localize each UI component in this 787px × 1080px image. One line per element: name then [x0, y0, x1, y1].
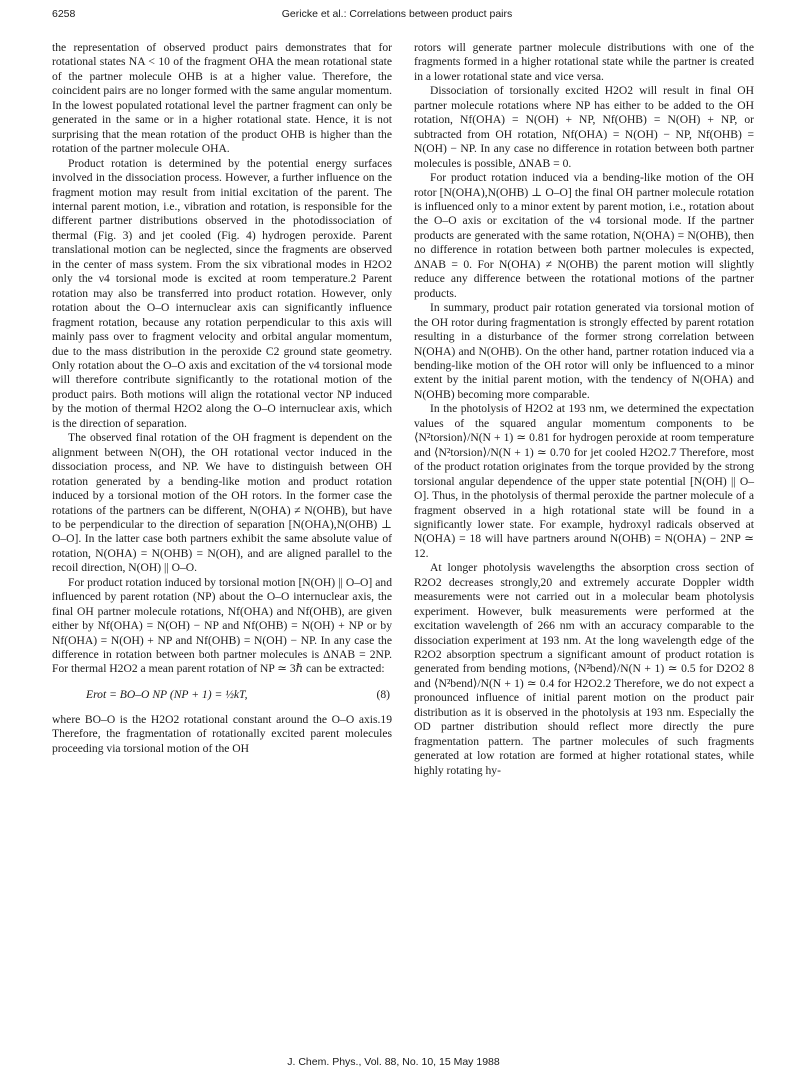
equation-8	[52, 683, 392, 709]
paragraph: where BO–O is the H2O2 rotational constant around the O–O axis.19 Therefore, the fragmentation of rotationally excited parent molecules proceeding via torsional motion of the OH	[52, 712, 392, 755]
paragraph: Product rotation is determined by the potential energy surfaces involved in the dissociation process. However, a further influence on the fragment motion may result from initial excitation of the parent. The internal parent motion, i.e., vibration and rotation, is responsible for the different partner distributions observed in the photodissociation of thermal (Fig. 3) and jet cooled (Fig. 4) hydrogen peroxide. Parent translational motion can be neglected, since the fragments are observed in the center of mass system. From the six vibrational modes in H2O2 only the ν4 torsional mode is excited at room temperature.2 Parent rotation may also be transferred into product rotation. However, only rotation about the O–O internuclear axis can significantly influence fragment rotation, because any rotation perpendicular to this axis will mainly pass over to fragment velocity and orbital angular momentum, due to the mass distribution in the peroxide C2 ground state geometry. Only rotation about the O–O axis and excitation of the ν4 torsional mode will therefore contribute significantly to the rotational motion of the product pairs. Both motions will align the rotational vector NP induced by the motion of thermal H2O2 along the O–O internuclear axis, which is the direction of separation.	[52, 156, 392, 430]
paragraph: For product rotation induced by torsional motion [N(OH) || O–O] and influenced by parent rotation (NP) about the O–O internuclear axis, the final OH partner molecule rotations, Nf(OHA) and Nf(OHB), are given either by Nf(OHA) = N(OH) − NP and Nf(OHB) = N(OH) + NP or by Nf(OHA) = N(OH) + NP and Nf(OHB) = N(OH) − NP. In any case the difference in rotation between both partner molecules is ΔNAB = 2NP. For thermal H2O2 a mean parent rotation of NP ≃ 3ℏ can be extracted:	[52, 575, 392, 676]
paragraph: Dissociation of torsionally excited H2O2 will result in final OH partner molecule rotations where NP has either to be added to the OH rotation, Nf(OHA) = N(OH) + NP, Nf(OHB) = N(OH) + NP, or subtracted from OH rotation, Nf(OHA) = N(OH) − NP, Nf(OHB) = N(OH) − NP. In any case no difference in rotation between both partner molecules is possible, ΔNAB = 0.	[414, 84, 754, 170]
paragraph: At longer photolysis wavelengths the absorption cross section of R2O2 decreases strongly,20 and extremely accurate Doppler width measurements were not carried out in a molecular beam photolysis experiment. However, bulk measurements were performed at the excitation wavelength of 266 nm with an accuracy comparable to the dissociation experiment at 193 nm. At the long wavelength edge of the R2O2 absorption spectrum a significant amount of product rotation is generated from bending motions, ⟨N²bend⟩/N(N + 1) ≃ 0.5 for D2O2 8 and ⟨N²bend⟩/N(N + 1) ≃ 0.4 for H2O2.2 Therefore, we do not expect a pronounced influence of initial parent motion on the product pair distribution as it is observed in the photolysis at 193 nm. Especially the OD partner distribution should reflect more directly the pure fragmentation pattern. The partner molecules of such fragments generated at low rotation are formed at higher rotational states, while highly rotating hy-	[414, 561, 754, 777]
paragraph: The observed final rotation of the OH fragment is dependent on the alignment between N(OH), the OH rotational vector induced in the dissociation process, and NP. We have to distinguish between OH rotation generated by a bending-like motion and product rotation induced by a torsional motion of the OH rotors. In the former case the rotations of the partners can be different, N(OHA) ≠ N(OHB), but have to be perpendicular to the direction of separation [N(OHA),N(OHB) ⊥ O–O]. In the latter case both partners exhibit the same absolute value of rotation, N(OHA) = N(OHB) = N(OH), and are aligned parallel to the recoil direction, N(OH) || O–O.	[52, 431, 392, 575]
right-column	[414, 41, 754, 778]
paragraph: the representation of observed product pairs demonstrates that for rotational states NA < 10 of the fragment OHA the mean rotational state of the partner molecule OHB is at a higher value. Therefore, the coincident pairs are no longer formed with the same angular momentum. In the lowest populated rotational level the partner fragment can only be generated in the same or in a higher rotational state. Hence, it is not surprising that the mean rotation of the product OHB is higher than the rotation of the partner molecule OHA.	[52, 41, 392, 156]
running-title: Gericke et al.: Correlations between product pairs	[281, 8, 513, 20]
equation-body: Erot = BO–O NP (NP + 1) = ½kT,	[86, 687, 248, 701]
equation-number: (8)	[376, 687, 390, 701]
page-number: 6258	[52, 8, 76, 20]
paragraph: For product rotation induced via a bending-like motion of the OH rotor [N(OHA),N(OHB) ⊥ O–O] the final OH partner molecule rotation is influenced only to a minor extent by parent motion, i.e., rotation about the O–O axis or excitation of the ν4 torsional mode. If the partner products are generated with the same rotation, N(OHA) = N(OHB), then no difference in rotation between both partner molecules is expected, ΔNAB = 0. For N(OHA) ≠ N(OHB) the parent motion will slightly reduce any difference between the rotational motions of the partner products.	[414, 171, 754, 300]
page-header	[52, 8, 742, 26]
paragraph: In the photolysis of H2O2 at 193 nm, we determined the expectation values of the squared angular momentum components to be ⟨N²torsion⟩/N(N + 1) ≃ 0.81 for hydrogen peroxide at room temperature and ⟨N²torsion⟩/N(N + 1) ≃ 0.70 for jet cooled H2O2.7 Therefore, most of the product rotation originates from the torque provided by the strong torsional angular dependence of the upper state potential [N(OH) || O–O]. Thus, in the photolysis of thermal peroxide the partner molecule of a fragment observed in a high rotational state will be found in a significantly lower state. For example, hydroxyl radicals observed at N(OHA) = 18 will have partners around N(OHB) = N(OHA) − 2NP ≃ 12.	[414, 402, 754, 560]
paragraph: rotors will generate partner molecule distributions with one of the fragments formed in a higher rotational state while the partner is created in a lower rotational state and vice versa.	[414, 41, 754, 83]
left-column	[52, 41, 392, 756]
paragraph: In summary, product pair rotation generated via torsional motion of the OH rotor during fragmentation is strongly effected by parent rotation resulting in a disturbance of the former strong correlation between N(OHA) and N(OHB). On the other hand, partner rotation induced via a bending-like motion of the OH rotor will only be influenced to a minor extent by the initial parent motion, with the tendency of N(OHA) and N(OHB) becoming more comparable.	[414, 301, 754, 401]
journal-citation: J. Chem. Phys., Vol. 88, No. 10, 15 May 1988	[287, 1056, 500, 1068]
